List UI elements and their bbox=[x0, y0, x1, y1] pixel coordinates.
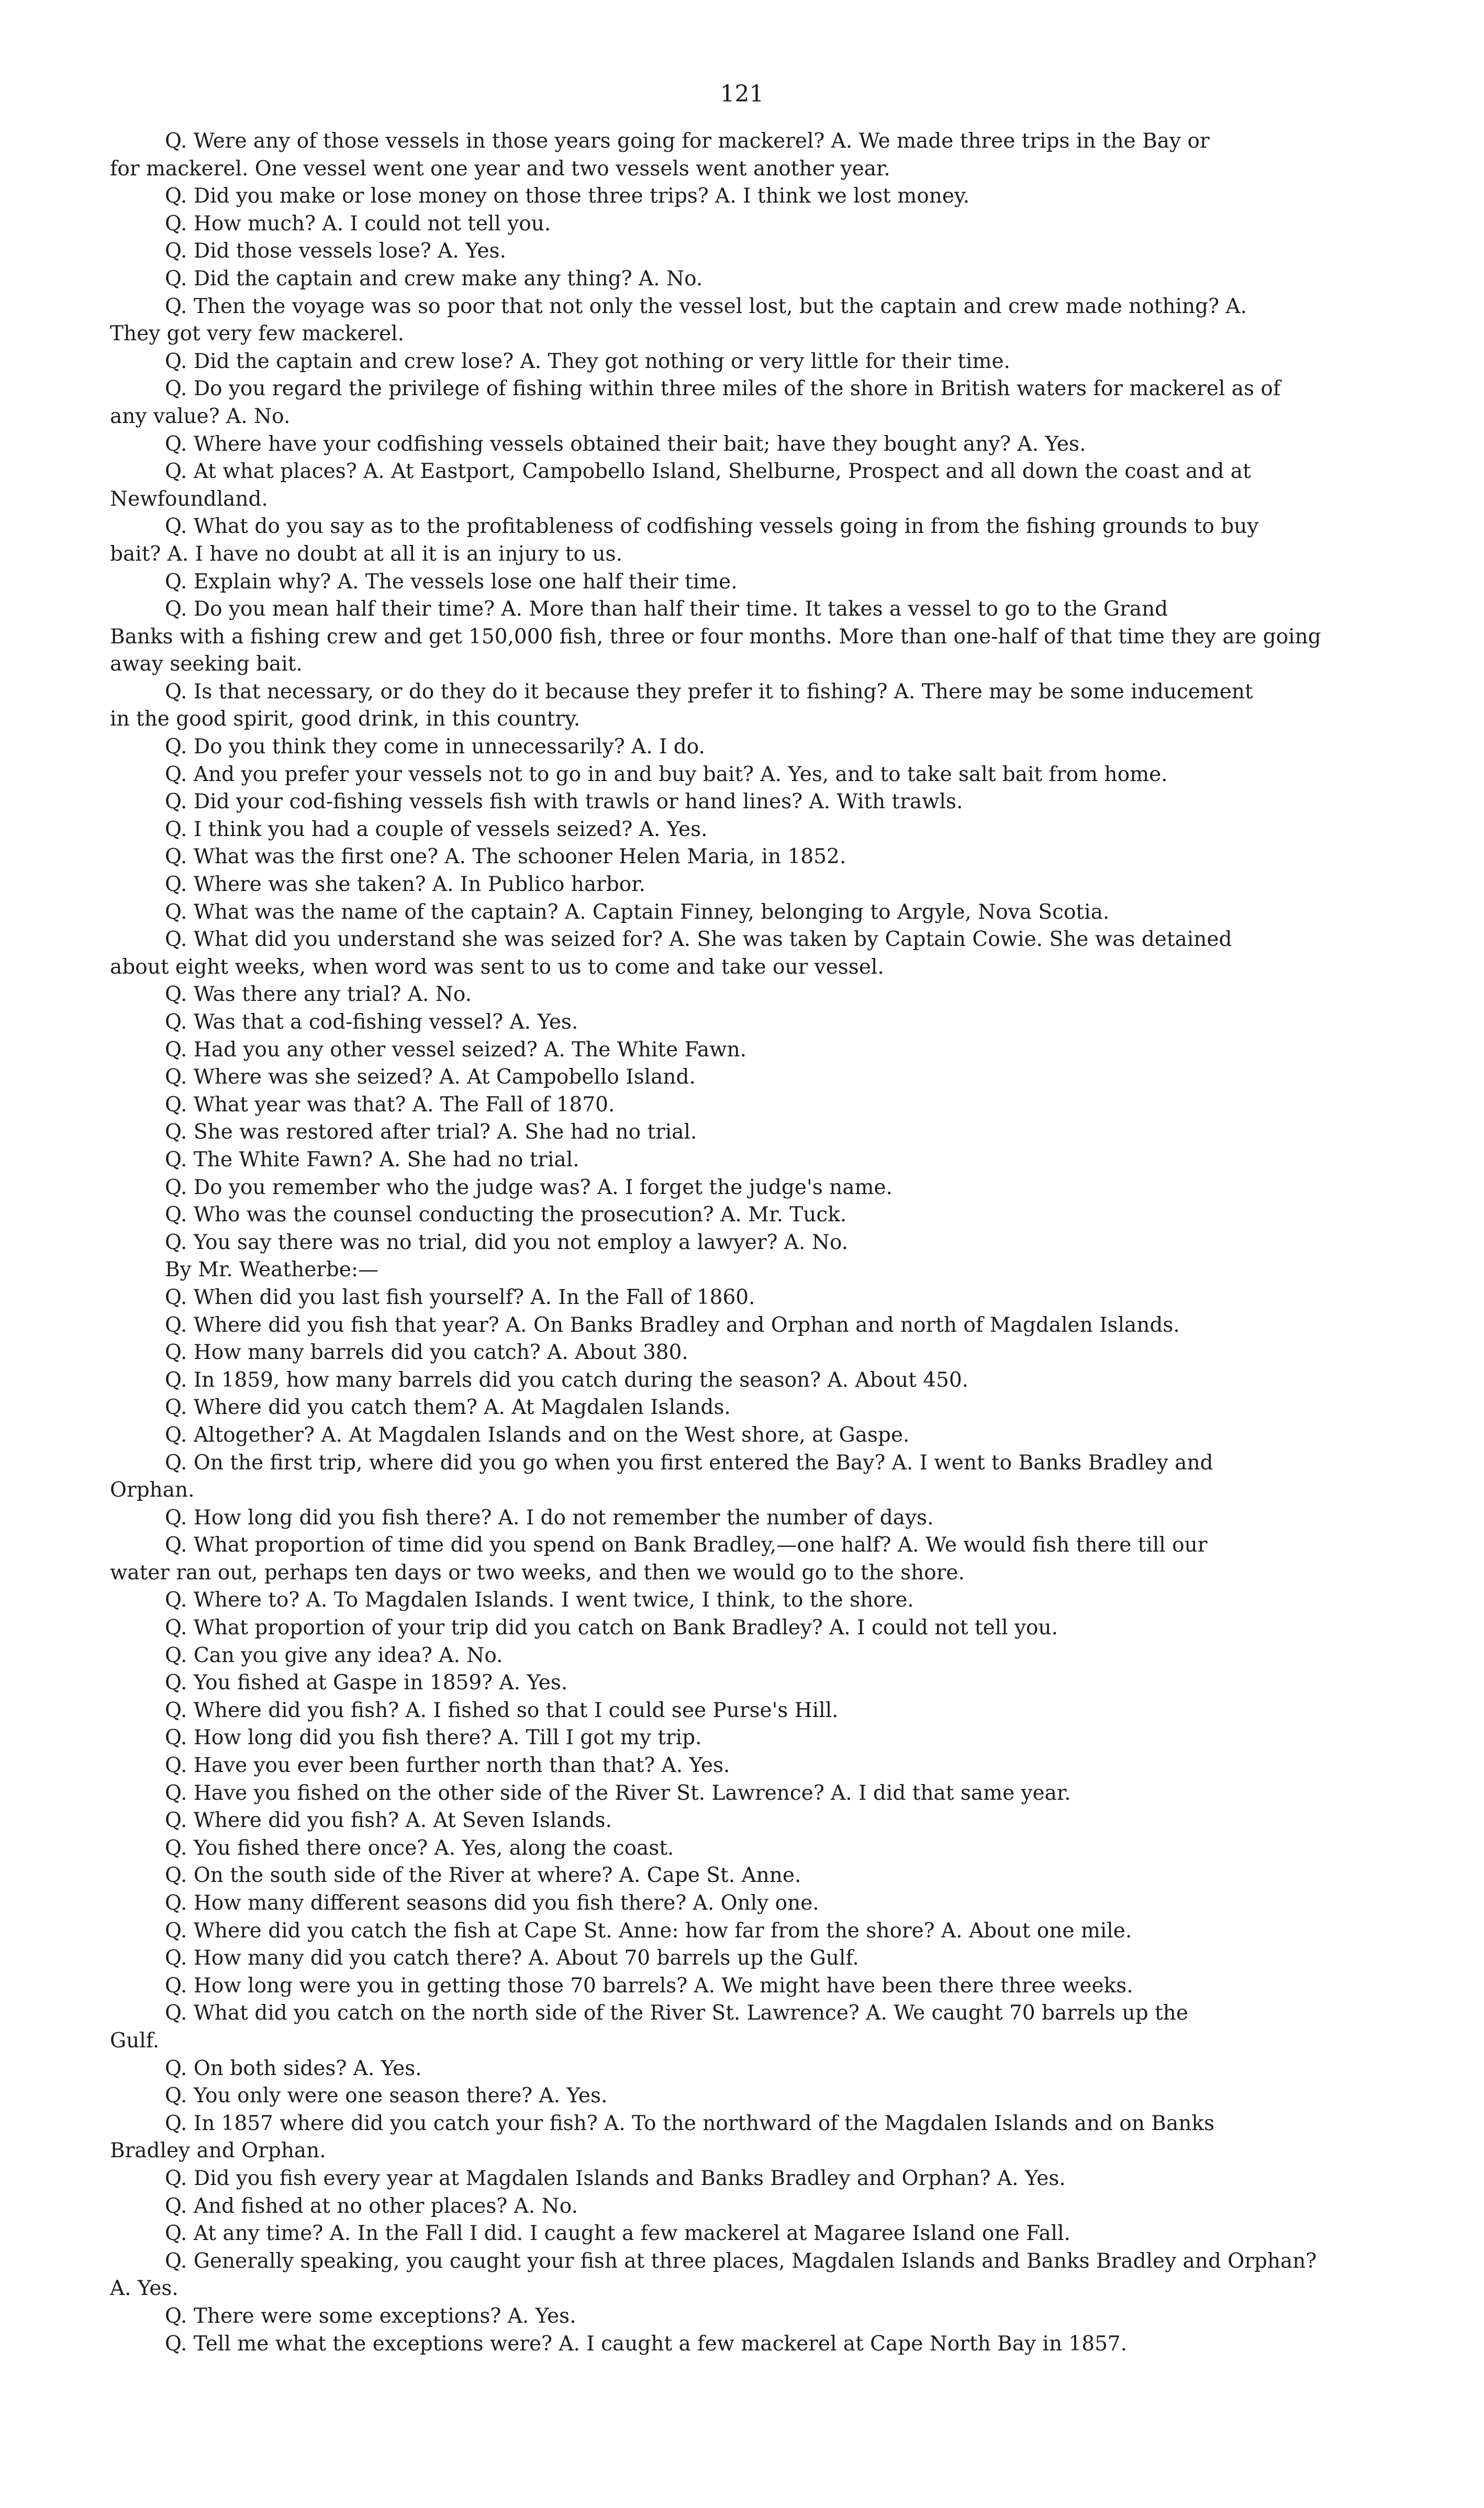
question-line: Q. Did you fish every year at Magdalen Islands and Banks Bradley and Orphan? A. Yes. bbox=[165, 2166, 1066, 2190]
question-line: Q. Was there any trial? A. No. bbox=[165, 983, 472, 1007]
question-line: Q. What was the name of the captain? A. Captain Finney, belonging to Argyle, Nova Scotia. bbox=[165, 900, 1110, 924]
question-line: Q. Had you any other vessel seized? A. The White Fawn. bbox=[165, 1038, 747, 1062]
question-line: Q. In 1857 where did you catch your fish? A. To the northward of the Magdalen Islands and on Banks bbox=[165, 2111, 1214, 2135]
question-line: Q. You fished there once? A. Yes, along the coast. bbox=[165, 1836, 674, 1860]
question-line: Q. Were any of those vessels in those years going for mackerel? A. We made three trips in the Bay or bbox=[165, 129, 1210, 153]
question-line: Q. I think you had a couple of vessels seized? A. Yes. bbox=[165, 817, 708, 841]
question-line: Q. What do you say as to the profitableness of codfishing vessels going in from the fishing grounds to buy bbox=[165, 515, 1259, 539]
question-line: Q. On both sides? A. Yes. bbox=[165, 2056, 422, 2080]
question-line: Q. What proportion of time did you spend on Bank Bradley,—one half? A. We would fish there till our bbox=[165, 1533, 1208, 1557]
question-line: Q. Altogether? A. At Magdalen Islands and on the West shore, at Gaspe. bbox=[165, 1423, 910, 1447]
question-line: Q. How long did you fish there? A. I do not remember the number of days. bbox=[165, 1506, 934, 1530]
question-line: Q. Where did you fish? A. At Seven Islands. bbox=[165, 1809, 612, 1833]
text-line-continuation: in the good spirit, good drink, in this country. bbox=[110, 707, 581, 731]
question-line: Q. When did you last fish yourself? A. In the Fall of 1860. bbox=[165, 1285, 755, 1309]
question-line: Q. Where was she taken? A. In Publico harbor. bbox=[165, 873, 646, 897]
question-line: Q. On the south side of the River at where? A. Cape St. Anne. bbox=[165, 1864, 801, 1888]
question-line: Q. You fished at Gaspe in 1859? A. Yes. bbox=[165, 1671, 568, 1695]
question-line: Q. Have you ever been further north than that? A. Yes. bbox=[165, 1754, 730, 1778]
text-line-continuation: They got very few mackerel. bbox=[110, 322, 405, 346]
question-line: Q. Where did you catch them? A. At Magdalen Islands. bbox=[165, 1396, 731, 1420]
question-line: Q. Where did you fish? A. I fished so that I could see Purse's Hill. bbox=[165, 1698, 839, 1722]
question-line: Q. You only were one season there? A. Yes. bbox=[165, 2084, 608, 2108]
question-line: Q. How many did you catch there? A. About 70 barrels up the Gulf. bbox=[165, 1946, 859, 1970]
text-line-continuation: Bradley and Orphan. bbox=[110, 2139, 326, 2163]
text-line-continuation: Banks with a fishing crew and get 150,000 fish, three or four months. More than one-half of that time they are going bbox=[110, 625, 1321, 649]
text-line-continuation: Gulf. bbox=[110, 2028, 160, 2053]
text-line-continuation: bait? A. I have no doubt at all it is an injury to us. bbox=[110, 542, 622, 566]
text-line-continuation: Newfoundland. bbox=[110, 487, 268, 511]
text-line-continuation: away seeking bait. bbox=[110, 652, 303, 676]
page-number: 121 bbox=[720, 81, 764, 107]
question-line: Q. Is that necessary, or do they do it because they prefer it to fishing? A. There may be some inducement bbox=[165, 679, 1253, 704]
question-line: Q. At any time? A. In the Fall I did. I caught a few mackerel at Magaree Island one Fall. bbox=[165, 2222, 1070, 2246]
question-line: Q. Do you remember who the judge was? A. I forget the judge's name. bbox=[165, 1175, 892, 1199]
text-line-continuation: water ran out, perhaps ten days or two weeks, and then we would go to the shore. bbox=[110, 1560, 965, 1585]
question-line: Q. Explain why? A. The vessels lose one half their time. bbox=[165, 570, 738, 594]
question-line: Q. What did you understand she was seized for? A. She was taken by Captain Cowie. She was detained bbox=[165, 928, 1232, 952]
question-line: Q. What year was that? A. The Fall of 1870. bbox=[165, 1093, 615, 1117]
question-line: Q. How many different seasons did you fish there? A. Only one. bbox=[165, 1891, 819, 1915]
question-line: Q. How much? A. I could not tell you. bbox=[165, 211, 551, 236]
question-line: Q. Tell me what the exceptions were? A. I caught a few mackerel at Cape North Bay in 1857. bbox=[165, 2332, 1128, 2356]
question-line: Q. Where did you fish that year? A. On Banks Bradley and Orphan and north of Magdalen Islands. bbox=[165, 1313, 1180, 1337]
question-line: Q. You say there was no trial, did you not employ a lawyer? A. No. bbox=[165, 1230, 849, 1254]
question-line: Q. Have you fished on the other side of the River St. Lawrence? A. I did that same year. bbox=[165, 1781, 1071, 1805]
question-line: Q. Where to? A. To Magdalen Islands. I went twice, I think, to the shore. bbox=[165, 1588, 914, 1612]
question-line: Q. Did the captain and crew make any thing? A. No. bbox=[165, 266, 703, 291]
question-line: Q. In 1859, how many barrels did you catch during the season? A. About 450. bbox=[165, 1368, 969, 1392]
question-line: Q. Where did you catch the fish at Cape St. Anne: how far from the shore? A. About one mile. bbox=[165, 1919, 1132, 1943]
question-line: Q. How long were you in getting those 70 barrels? A. We might have been there three weeks. bbox=[165, 1974, 1133, 1998]
examiner-heading: By Mr. Weatherbe:— bbox=[165, 1258, 379, 1282]
question-line: Q. On the first trip, where did you go when you first entered the Bay? A. I went to Banks Bradley and bbox=[165, 1451, 1213, 1475]
question-line: Q. How many barrels did you catch? A. About 380. bbox=[165, 1341, 688, 1365]
question-line: Q. Who was the counsel conducting the prosecution? A. Mr. Tuck. bbox=[165, 1203, 847, 1227]
testimony-text bbox=[110, 128, 1374, 2358]
text-line-continuation: for mackerel. One vessel went one year and two vessels went another year. bbox=[110, 157, 890, 181]
question-line: Q. Do you think they come in unnecessarily? A. I do. bbox=[165, 735, 705, 759]
question-line: Q. Generally speaking, you caught your fish at three places, Magdalen Islands and Banks Bradley and Orphan? bbox=[165, 2249, 1317, 2273]
question-line: Q. Was that a cod-fishing vessel? A. Yes. bbox=[165, 1010, 578, 1034]
question-line: Q. Then the voyage was so poor that not only the vessel lost, but the captain and crew made nothing? A. bbox=[165, 294, 1247, 318]
question-line: Q. And fished at no other places? A. No. bbox=[165, 2194, 578, 2218]
question-line: Q. Do you mean half their time? A. More than half their time. It takes a vessel to go to the Grand bbox=[165, 597, 1168, 621]
question-line: Q. At what places? A. At Eastport, Campobello Island, Shelburne, Prospect and all down the coast and at bbox=[165, 460, 1251, 484]
text-line-continuation: Orphan. bbox=[110, 1478, 195, 1502]
question-line: Q. Did you make or lose money on those three trips? A. I think we lost money. bbox=[165, 184, 970, 208]
text-line-continuation: about eight weeks, when word was sent to us to come and take our vessel. bbox=[110, 955, 884, 979]
question-line: Q. Did the captain and crew lose? A. They got nothing or very little for their time. bbox=[165, 349, 1010, 373]
question-line: Q. Can you give any idea? A. No. bbox=[165, 1643, 503, 1667]
question-line: Q. Did your cod-fishing vessels fish with trawls or hand lines? A. With trawls. bbox=[165, 790, 963, 814]
question-line: Q. The White Fawn? A. She had no trial. bbox=[165, 1147, 579, 1172]
question-line: Q. What proportion of your trip did you catch on Bank Bradley? A. I could not tell you. bbox=[165, 1616, 1058, 1640]
question-line: Q. And you prefer your vessels not to go in and buy bait? A. Yes, and to take salt bait from home. bbox=[165, 762, 1168, 786]
question-line: Q. How long did you fish there? A. Till I got my trip. bbox=[165, 1726, 702, 1750]
question-line: Q. What did you catch on the north side of the River St. Lawrence? A. We caught 70 barrels up the bbox=[165, 2001, 1188, 2025]
question-line: Q. Do you regard the privilege of fishing within three miles of the shore in British waters for mackerel as of bbox=[165, 377, 1281, 401]
question-line: Q. Where was she seized? A. At Campobello Island. bbox=[165, 1065, 696, 1089]
text-line-continuation: A. Yes. bbox=[110, 2277, 178, 2301]
question-line: Q. What was the first one? A. The schooner Helen Maria, in 1852. bbox=[165, 845, 846, 869]
question-line: Q. She was restored after trial? A. She had no trial. bbox=[165, 1120, 697, 1144]
question-line: Q. Where have your codfishing vessels obtained their bait; have they bought any? A. Yes. bbox=[165, 432, 1086, 456]
question-line: Q. Did those vessels lose? A. Yes. bbox=[165, 239, 506, 263]
question-line: Q. There were some exceptions? A. Yes. bbox=[165, 2304, 576, 2328]
text-line-continuation: any value? A. No. bbox=[110, 404, 291, 428]
